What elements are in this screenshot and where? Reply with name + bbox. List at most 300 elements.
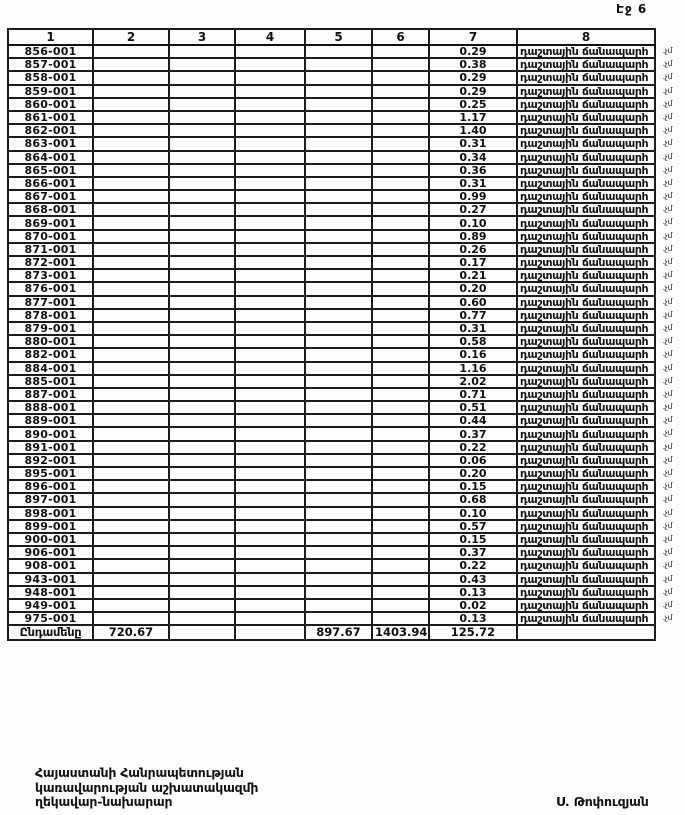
total-row [8, 625, 655, 640]
table-row [8, 243, 655, 256]
col4-cell [235, 111, 305, 124]
margin-note: .չմ [662, 243, 672, 253]
description-cell [517, 137, 672, 151]
col2-cell [93, 546, 169, 559]
col3-cell [169, 151, 235, 164]
footer-org-line-3: ղեկավար-նախարար [35, 794, 173, 809]
code-cell: 863-001 [8, 137, 93, 150]
margin-note: .չմ [662, 230, 672, 240]
description-text: դաշտային ճանապարհ [520, 440, 649, 454]
code-cell: 882-001 [8, 348, 93, 361]
col5-cell [305, 216, 372, 229]
value-cell: 0.43 [429, 573, 517, 586]
col6-cell [372, 203, 429, 216]
column-header: 3 [169, 29, 235, 45]
col5-cell [305, 586, 372, 599]
description-text: դաշտային ճանապարհ [520, 427, 649, 441]
header-row [8, 29, 655, 45]
value-cell: 0.89 [429, 230, 517, 243]
code-cell: 866-001 [8, 177, 93, 190]
margin-note: .չմ [662, 336, 672, 346]
col2-cell [93, 348, 169, 361]
col3-cell [169, 559, 235, 572]
col3-cell [169, 599, 235, 612]
col6-cell [372, 98, 429, 111]
description-cell [517, 559, 672, 573]
description-cell [517, 58, 672, 72]
col5-cell [305, 467, 372, 480]
col6-cell [372, 296, 429, 309]
footer-org-line-1: Հայաստանի Հանրապետության [35, 765, 244, 780]
col5-cell [305, 269, 372, 282]
value-cell: 0.60 [429, 296, 517, 309]
description-cell [517, 585, 672, 599]
col4-cell [235, 269, 305, 282]
col3-cell [169, 441, 235, 454]
col3-cell [169, 388, 235, 401]
code-cell: 884-001 [8, 362, 93, 375]
col5-cell [305, 388, 372, 401]
table-row [8, 71, 655, 84]
margin-note: .չմ [662, 177, 672, 187]
col2-cell [93, 58, 169, 71]
col4-cell [235, 375, 305, 388]
col2-cell [93, 493, 169, 506]
col5-cell [305, 612, 372, 625]
margin-note: .չմ [662, 468, 672, 477]
code-cell: 975-001 [8, 612, 93, 625]
col6-cell [372, 164, 429, 177]
description-cell [517, 242, 672, 256]
col6-cell [372, 520, 429, 533]
col4-cell [235, 137, 305, 150]
column-header: 2 [93, 29, 169, 45]
margin-note: .չմ [662, 138, 672, 148]
col4-cell [235, 573, 305, 586]
table-row [8, 559, 655, 572]
description-cell [517, 361, 672, 375]
col2-cell [93, 309, 169, 322]
value-cell: 1.40 [429, 124, 517, 137]
description-cell [517, 97, 672, 111]
code-cell: 888-001 [8, 401, 93, 414]
code-cell: 887-001 [8, 388, 93, 401]
description-text: դաշտային ճանապարհ [520, 533, 649, 547]
description-cell [517, 453, 672, 467]
table-row [8, 441, 655, 454]
code-cell: 862-001 [8, 124, 93, 137]
description-cell [517, 190, 672, 204]
col5-cell [305, 401, 372, 414]
description-cell [517, 480, 672, 494]
margin-note: .չմ [662, 402, 672, 412]
code-cell: 873-001 [8, 269, 93, 282]
table-row [8, 85, 655, 98]
col2-cell [93, 599, 169, 612]
description-cell [517, 203, 672, 217]
col4-cell [235, 559, 305, 572]
margin-note: .չմ [662, 72, 672, 82]
value-cell: 0.20 [429, 282, 517, 295]
value-cell: 0.31 [429, 177, 517, 190]
cadastre-table [7, 28, 672, 641]
col6-cell [372, 375, 429, 388]
col2-cell [93, 586, 169, 599]
code-cell: 880-001 [8, 335, 93, 348]
code-cell: 898-001 [8, 507, 93, 520]
col5-cell [305, 533, 372, 546]
col4-cell [235, 454, 305, 467]
col2-cell [93, 216, 169, 229]
column-header: 4 [235, 29, 305, 45]
code-cell: 877-001 [8, 296, 93, 309]
code-cell: 899-001 [8, 520, 93, 533]
description-text: դաշտային ճանապարհ [520, 361, 649, 375]
col6-cell [372, 507, 429, 520]
description-cell [517, 229, 672, 243]
table-row [8, 454, 655, 467]
col6-cell [372, 533, 429, 546]
col2-cell [93, 520, 169, 533]
col5-cell [305, 230, 372, 243]
col3-cell [169, 454, 235, 467]
code-cell: 871-001 [8, 243, 93, 256]
table-row [8, 401, 655, 414]
description-text: դաշտային ճանապարհ [520, 612, 649, 626]
col3-cell [169, 230, 235, 243]
col2-cell [93, 282, 169, 295]
code-cell: 891-001 [8, 441, 93, 454]
table-row [8, 335, 655, 348]
table-row [8, 111, 655, 124]
col6-cell [372, 282, 429, 295]
description-cell [517, 427, 672, 441]
value-cell: 0.44 [429, 414, 517, 427]
table-row [8, 546, 655, 559]
description-text: դաշտային ճանապարհ [520, 598, 649, 612]
col3-cell [169, 612, 235, 625]
col2-cell [93, 269, 169, 282]
col3-cell [169, 533, 235, 546]
col6-cell [372, 322, 429, 335]
value-cell: 0.51 [429, 401, 517, 414]
col6-cell [372, 85, 429, 98]
total-col2-value: 720.67 [93, 625, 169, 640]
code-cell: 908-001 [8, 559, 93, 572]
table-row [8, 480, 655, 493]
col2-cell [93, 480, 169, 493]
footer-org-block [35, 766, 258, 810]
code-cell: 896-001 [8, 480, 93, 493]
description-text: դաշտային ճանապարհ [520, 308, 649, 322]
description-text: դաշտային ճանապարհ [520, 124, 649, 138]
table-row [8, 282, 655, 295]
col5-cell [305, 454, 372, 467]
table-row [8, 309, 655, 322]
col4-cell [235, 71, 305, 84]
description-cell [517, 572, 672, 586]
value-cell: 0.20 [429, 467, 517, 480]
col2-cell [93, 137, 169, 150]
description-cell [517, 440, 672, 454]
col3-cell [169, 322, 235, 335]
margin-note: .չմ [662, 322, 672, 332]
col5-cell [305, 573, 372, 586]
value-cell: 0.13 [429, 586, 517, 599]
description-cell [517, 598, 672, 612]
description-cell [517, 84, 672, 98]
code-cell: 864-001 [8, 151, 93, 164]
description-text: դաշտային ճանապարհ [520, 269, 649, 283]
col5-cell [305, 45, 372, 58]
col3-cell [169, 190, 235, 203]
margin-note: .չմ [662, 85, 672, 95]
description-cell [517, 308, 672, 322]
col6-cell [372, 335, 429, 348]
code-cell: 892-001 [8, 454, 93, 467]
margin-note: .չմ [662, 98, 672, 108]
col6-cell [372, 388, 429, 401]
col5-cell [305, 256, 372, 269]
margin-note: .չմ [662, 454, 672, 464]
table-row [8, 533, 655, 546]
col3-cell [169, 335, 235, 348]
description-cell [517, 295, 672, 309]
description-text: դաշտային ճանապարհ [520, 242, 649, 256]
value-cell: 0.26 [429, 243, 517, 256]
margin-note: .չմ [662, 46, 672, 55]
col3-cell [169, 401, 235, 414]
table-row [8, 375, 655, 388]
col5-cell [305, 362, 372, 375]
col4-cell [235, 45, 305, 58]
value-cell: 0.38 [429, 58, 517, 71]
col5-cell [305, 282, 372, 295]
col3-cell [169, 243, 235, 256]
col2-cell [93, 243, 169, 256]
table-row [8, 216, 655, 229]
value-cell: 0.29 [429, 71, 517, 84]
col6-cell [372, 546, 429, 559]
col2-cell [93, 427, 169, 440]
table-row [8, 164, 655, 177]
margin-note: .չմ [662, 309, 672, 319]
table-row [8, 520, 655, 533]
value-cell: 0.16 [429, 348, 517, 361]
col2-cell [93, 256, 169, 269]
value-cell: 0.22 [429, 441, 517, 454]
col4-cell [235, 480, 305, 493]
description-cell [517, 335, 672, 349]
code-cell: 876-001 [8, 282, 93, 295]
description-text: դաշտային ճանապարհ [520, 150, 649, 164]
description-text: դաշտային ճանապարհ [520, 335, 649, 349]
col4-cell [235, 58, 305, 71]
col5-cell [305, 203, 372, 216]
col4-cell [235, 612, 305, 625]
table-row [8, 190, 655, 203]
code-cell: 889-001 [8, 414, 93, 427]
col5-cell [305, 190, 372, 203]
margin-note: .չմ [662, 164, 672, 174]
code-cell: 857-001 [8, 58, 93, 71]
col5-cell [305, 507, 372, 520]
col4-cell [235, 151, 305, 164]
description-cell [517, 493, 672, 507]
description-cell [517, 150, 672, 164]
total-col6-value: 1403.94 [372, 625, 429, 640]
col4-cell [235, 493, 305, 506]
col3-cell [169, 309, 235, 322]
table-row [8, 599, 655, 612]
col4-cell [235, 216, 305, 229]
col4-cell [235, 256, 305, 269]
code-cell: 861-001 [8, 111, 93, 124]
col2-cell [93, 203, 169, 216]
code-cell: 885-001 [8, 375, 93, 388]
value-cell: 0.13 [429, 612, 517, 625]
table-row [8, 177, 655, 190]
value-cell: 0.34 [429, 151, 517, 164]
col4-cell [235, 230, 305, 243]
margin-note: .չմ [662, 533, 672, 543]
description-text: դաշտային ճանապարհ [520, 58, 649, 72]
col6-cell [372, 348, 429, 361]
col3-cell [169, 177, 235, 190]
code-cell: 943-001 [8, 573, 93, 586]
value-cell: 0.06 [429, 454, 517, 467]
value-cell: 0.10 [429, 507, 517, 520]
code-cell: 865-001 [8, 164, 93, 177]
description-cell [517, 414, 672, 428]
col4-cell [235, 322, 305, 335]
margin-note: .չմ [662, 507, 672, 517]
col2-cell [93, 467, 169, 480]
col4-cell [235, 533, 305, 546]
margin-note: .չմ [662, 204, 672, 214]
table-row [8, 348, 655, 361]
col3-cell [169, 467, 235, 480]
col6-cell [372, 124, 429, 137]
code-cell: 895-001 [8, 467, 93, 480]
col4-cell [235, 203, 305, 216]
col3-cell [169, 282, 235, 295]
col6-cell [372, 58, 429, 71]
table-body [8, 45, 672, 626]
col6-cell [372, 480, 429, 493]
table-row [8, 45, 655, 58]
col5-cell [305, 493, 372, 506]
description-cell [517, 269, 672, 283]
description-text: դաշտային ճանապարհ [520, 467, 649, 481]
value-cell: 0.29 [429, 45, 517, 58]
margin-note: .չմ [662, 151, 672, 161]
description-text: դաշտային ճանապարհ [520, 519, 649, 533]
value-cell: 0.37 [429, 546, 517, 559]
col5-cell [305, 322, 372, 335]
col6-cell [372, 111, 429, 124]
description-text: դաշտային ճանապարհ [520, 414, 649, 428]
col5-cell [305, 348, 372, 361]
value-cell: 0.15 [429, 533, 517, 546]
margin-note: .չմ [662, 547, 672, 557]
col3-cell [169, 256, 235, 269]
col4-cell [235, 414, 305, 427]
col4-cell [235, 427, 305, 440]
col6-cell [372, 612, 429, 625]
margin-note: .չմ [662, 375, 672, 385]
table-row [8, 362, 655, 375]
col4-cell [235, 243, 305, 256]
col5-cell [305, 599, 372, 612]
col2-cell [93, 177, 169, 190]
margin-note: .չմ [662, 283, 672, 293]
margin-note: .չմ [662, 296, 672, 306]
col6-cell [372, 599, 429, 612]
description-text: դաշտային ճանապարհ [520, 572, 649, 586]
col5-cell [305, 137, 372, 150]
margin-note: .չմ [662, 494, 672, 504]
col3-cell [169, 137, 235, 150]
column-header: 8 [517, 29, 655, 45]
col4-cell [235, 362, 305, 375]
col2-cell [93, 98, 169, 111]
col5-cell [305, 559, 372, 572]
description-cell [517, 612, 672, 626]
col3-cell [169, 573, 235, 586]
col2-cell [93, 388, 169, 401]
value-cell: 0.21 [429, 269, 517, 282]
col6-cell [372, 216, 429, 229]
description-cell [517, 282, 672, 296]
col2-cell [93, 151, 169, 164]
value-cell: 0.57 [429, 520, 517, 533]
value-cell: 0.68 [429, 493, 517, 506]
value-cell: 0.27 [429, 203, 517, 216]
table-row [8, 414, 655, 427]
code-cell: 890-001 [8, 427, 93, 440]
description-text: դաշտային ճանապարհ [520, 203, 649, 217]
col6-cell [372, 559, 429, 572]
value-cell: 1.17 [429, 111, 517, 124]
table-row [8, 296, 655, 309]
margin-note: .չմ [662, 415, 672, 425]
description-cell [517, 519, 672, 533]
value-cell: 0.99 [429, 190, 517, 203]
col3-cell [169, 414, 235, 427]
col6-cell [372, 230, 429, 243]
col2-cell [93, 414, 169, 427]
col2-cell [93, 401, 169, 414]
description-text: դաշտային ճանապարհ [520, 453, 649, 467]
col6-cell [372, 454, 429, 467]
value-cell: 0.22 [429, 559, 517, 572]
description-cell [517, 348, 672, 362]
col2-cell [93, 573, 169, 586]
col3-cell [169, 493, 235, 506]
code-cell: 948-001 [8, 586, 93, 599]
col6-cell [372, 427, 429, 440]
col5-cell [305, 414, 372, 427]
margin-note: .չմ [662, 599, 672, 609]
col5-cell [305, 124, 372, 137]
code-cell: 878-001 [8, 309, 93, 322]
col4-cell [235, 296, 305, 309]
col3-cell [169, 480, 235, 493]
col6-cell [372, 243, 429, 256]
col3-cell [169, 71, 235, 84]
col5-cell [305, 111, 372, 124]
